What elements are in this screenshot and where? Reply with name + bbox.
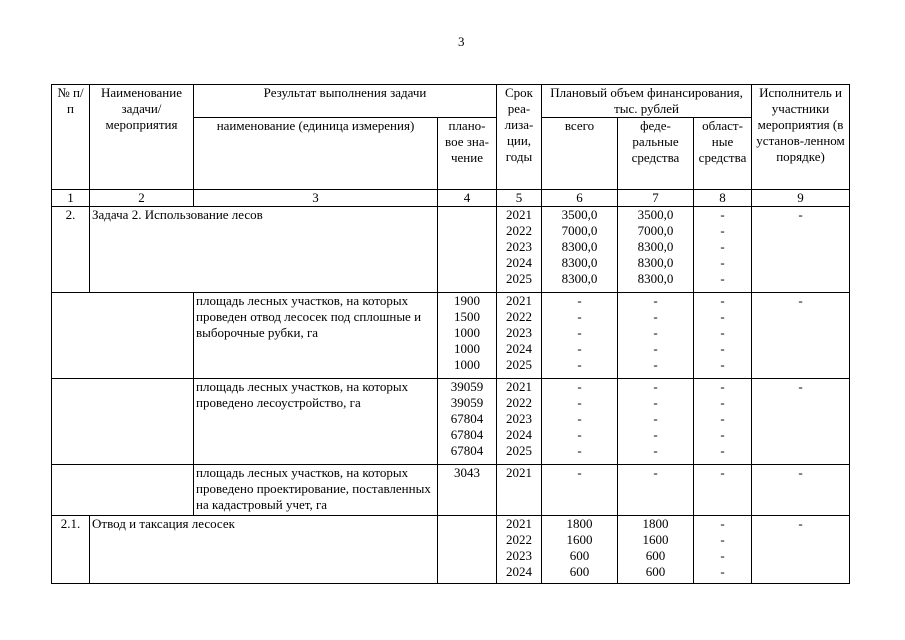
total-cell: 1800 1600 600 600 xyxy=(542,516,618,584)
total-cell: - - - - - xyxy=(542,379,618,465)
federal-cell: - - - - - xyxy=(618,379,694,465)
header-result-group: Результат выполнения задачи xyxy=(194,85,497,118)
federal-cell: - xyxy=(618,465,694,516)
result-name: площадь лесных участков, на которых проведено лесоустройство, га xyxy=(194,379,438,465)
regional-cell: - - - - xyxy=(694,516,752,584)
column-number: 2 xyxy=(90,190,194,207)
program-table xyxy=(51,84,850,584)
executor-cell: - xyxy=(752,293,850,379)
empty-cell xyxy=(52,465,194,516)
task-number: 2. xyxy=(52,207,90,293)
total-cell: - - - - - xyxy=(542,293,618,379)
plan-value-cell: 3043 xyxy=(438,465,497,516)
header-col-number: № п/п xyxy=(52,85,90,190)
column-number: 3 xyxy=(194,190,438,207)
table-row xyxy=(52,465,850,516)
column-number: 8 xyxy=(694,190,752,207)
task-name: Отвод и таксация лесосек xyxy=(90,516,438,584)
table-row xyxy=(52,516,850,584)
header-col-term: Срок реа-лиза-ции, годы xyxy=(497,85,542,190)
regional-cell: - - - - - xyxy=(694,379,752,465)
federal-cell: 1800 1600 600 600 xyxy=(618,516,694,584)
regional-cell: - xyxy=(694,465,752,516)
years-cell: 2021 2022 2023 2024 2025 xyxy=(497,379,542,465)
executor-cell: - xyxy=(752,207,850,293)
years-cell: 2021 xyxy=(497,465,542,516)
total-cell: - xyxy=(542,465,618,516)
column-number: 4 xyxy=(438,190,497,207)
header-col-task-name: Наименование задачи/ мероприятия xyxy=(90,85,194,190)
column-number: 5 xyxy=(497,190,542,207)
table-row xyxy=(52,207,850,293)
plan-value-cell: 39059 39059 67804 67804 67804 xyxy=(438,379,497,465)
result-name: площадь лесных участков, на которых проведен отвод лесосек под сплошные и выборочные рубки, га xyxy=(194,293,438,379)
federal-cell: - - - - - xyxy=(618,293,694,379)
years-cell: 2021 2022 2023 2024 2025 xyxy=(497,293,542,379)
header-col-executor: Исполнитель и участники мероприятия (в установ-ленном порядке) xyxy=(752,85,850,190)
header-col-result-name: наименование (единица измерения) xyxy=(194,118,438,190)
column-number: 9 xyxy=(752,190,850,207)
header-col-federal: феде-ральные средства xyxy=(618,118,694,190)
page-number: 3 xyxy=(458,34,465,49)
regional-cell: - - - - - xyxy=(694,293,752,379)
header-col-regional: област-ные средства xyxy=(694,118,752,190)
empty-cell xyxy=(52,379,194,465)
column-number: 1 xyxy=(52,190,90,207)
column-number: 6 xyxy=(542,190,618,207)
plan-value-cell xyxy=(438,207,497,293)
executor-cell: - xyxy=(752,465,850,516)
task-number: 2.1. xyxy=(52,516,90,584)
header-col-total: всего xyxy=(542,118,618,190)
federal-cell: 3500,0 7000,0 8300,0 8300,0 8300,0 xyxy=(618,207,694,293)
plan-value-cell: 1900 1500 1000 1000 1000 xyxy=(438,293,497,379)
result-name: площадь лесных участков, на которых проведено проектирование, поставленных на кадастровый учет, га xyxy=(194,465,438,516)
plan-value-cell xyxy=(438,516,497,584)
total-cell: 3500,0 7000,0 8300,0 8300,0 8300,0 xyxy=(542,207,618,293)
task-name: Задача 2. Использование лесов xyxy=(90,207,438,293)
years-cell: 2021 2022 2023 2024 xyxy=(497,516,542,584)
executor-cell: - xyxy=(752,379,850,465)
column-number: 7 xyxy=(618,190,694,207)
header-financing-group: Плановый объем финансирования, тыс. рублей xyxy=(542,85,752,118)
empty-cell xyxy=(52,293,194,379)
table-row xyxy=(52,293,850,379)
executor-cell: - xyxy=(752,516,850,584)
regional-cell: - - - - - xyxy=(694,207,752,293)
years-cell: 2021 2022 2023 2024 2025 xyxy=(497,207,542,293)
header-col-plan-value: плано-вое зна-чение xyxy=(438,118,497,190)
table-row xyxy=(52,379,850,465)
